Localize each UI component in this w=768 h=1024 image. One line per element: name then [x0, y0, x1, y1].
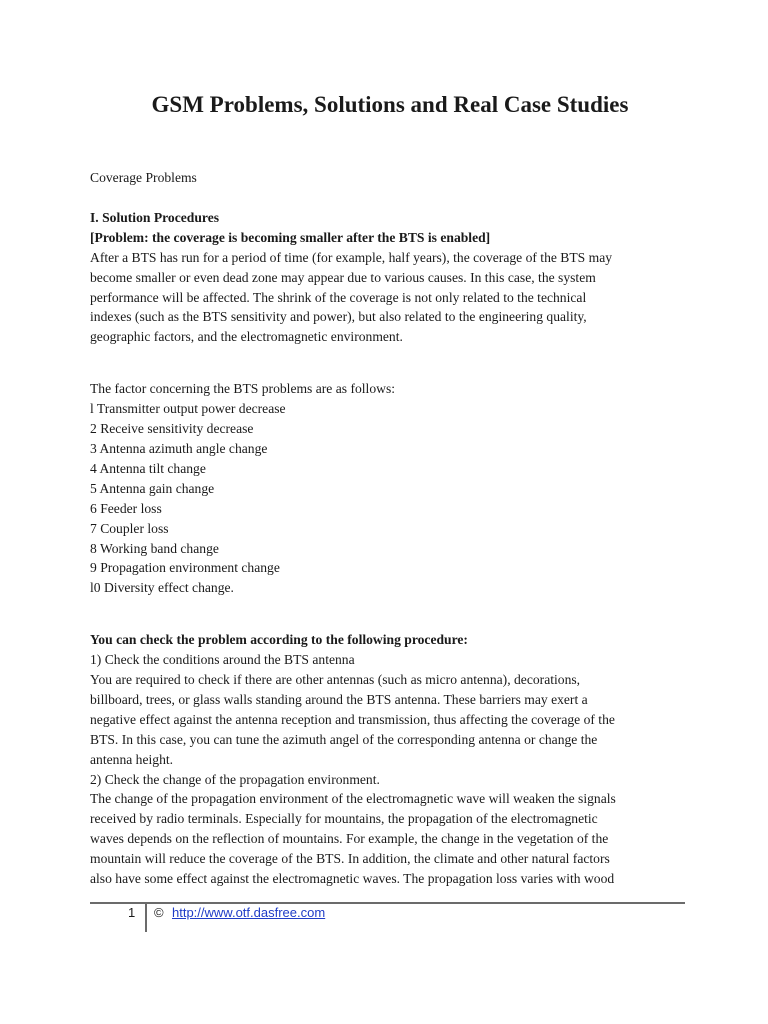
spacer: [90, 188, 690, 208]
footer-rule: [90, 902, 685, 904]
paragraph-line: also have some effect against the electromagnetic waves. The propagation loss varies with wood: [90, 871, 615, 887]
paragraph-line: The change of the propagation environment of the electromagnetic wave will weaken the signals: [90, 791, 616, 807]
subsection-heading: I. Solution Procedures: [90, 209, 220, 225]
list-item: 7 Coupler loss: [90, 520, 169, 536]
paragraph-line: mountain will reduce the coverage of the BTS. In addition, the climate and other natural factors: [90, 851, 610, 867]
list-item: 5 Antenna gain change: [90, 480, 215, 496]
document-title: GSM Problems, Solutions and Real Case Studies: [151, 92, 629, 117]
paragraph-line: geographic factors, and the electromagnetic environment.: [90, 329, 403, 345]
page-number: 1: [128, 905, 136, 920]
list-item: 8 Working band change: [90, 540, 219, 556]
problem-heading: [Problem: the coverage is becoming smaller after the BTS is enabled]: [90, 229, 491, 245]
paragraph-line: negative effect against the antenna reception and transmission, thus affecting the coverage of the: [90, 711, 615, 727]
step1-title: 1) Check the conditions around the BTS antenna: [90, 652, 355, 668]
paragraph-line: antenna height.: [90, 751, 174, 767]
intro-paragraph: [90, 248, 690, 348]
page-footer: [90, 902, 685, 932]
paragraph-line: waves depends on the reflection of mountains. For example, the change in the vegetation of the: [90, 831, 609, 847]
step2-paragraph: [90, 789, 690, 889]
paragraph-line: received by radio terminals. Especially for mountains, the propagation of the electromagnetic: [90, 811, 598, 827]
spacer: [90, 598, 690, 630]
paragraph-line: You are required to check if there are other antennas (such as micro antenna), decorations,: [90, 672, 581, 688]
paragraph-line: become smaller or even dead zone may appear due to various causes. In this case, the system: [90, 269, 596, 285]
list-item: 6 Feeder loss: [90, 500, 162, 516]
section-label: Coverage Problems: [90, 170, 197, 185]
paragraph-line: After a BTS has run for a period of time (for example, half years), the coverage of the BTS may: [90, 249, 613, 265]
paragraph-line: BTS. In this case, you can tune the azimuth angel of the corresponding antenna or change the: [90, 731, 598, 747]
list-item: 4 Antenna tilt change: [90, 460, 206, 476]
list-item: 3 Antenna azimuth angle change: [90, 440, 268, 456]
step1-paragraph: [90, 670, 690, 770]
step2-title: 2) Check the change of the propagation environment.: [90, 771, 380, 787]
list-item: 2 Receive sensitivity decrease: [90, 421, 254, 437]
list-item: l Transmitter output power decrease: [90, 401, 286, 417]
website-link[interactable]: http://www.otf.dasfree.com: [172, 905, 326, 920]
spacer: [90, 347, 690, 379]
list-item: 9 Propagation environment change: [90, 560, 280, 576]
factors-intro: The factor concerning the BTS problems are as follows:: [90, 381, 396, 397]
copyright-symbol: ©: [154, 905, 164, 920]
paragraph-line: billboard, trees, or glass walls standing around the BTS antenna. These barriers may exert a: [90, 691, 588, 707]
factors-list: [90, 399, 690, 598]
footer-divider: [145, 902, 147, 932]
paragraph-line: indexes (such as the BTS sensitivity and power), but also related to the engineering quality,: [90, 309, 587, 325]
list-item: l0 Diversity effect change.: [90, 580, 234, 596]
document-page: [90, 88, 690, 889]
title-spacer: [90, 128, 690, 168]
procedure-heading: You can check the problem according to the following procedure:: [90, 632, 468, 648]
paragraph-line: performance will be affected. The shrink of the coverage is not only related to the technical: [90, 289, 587, 305]
